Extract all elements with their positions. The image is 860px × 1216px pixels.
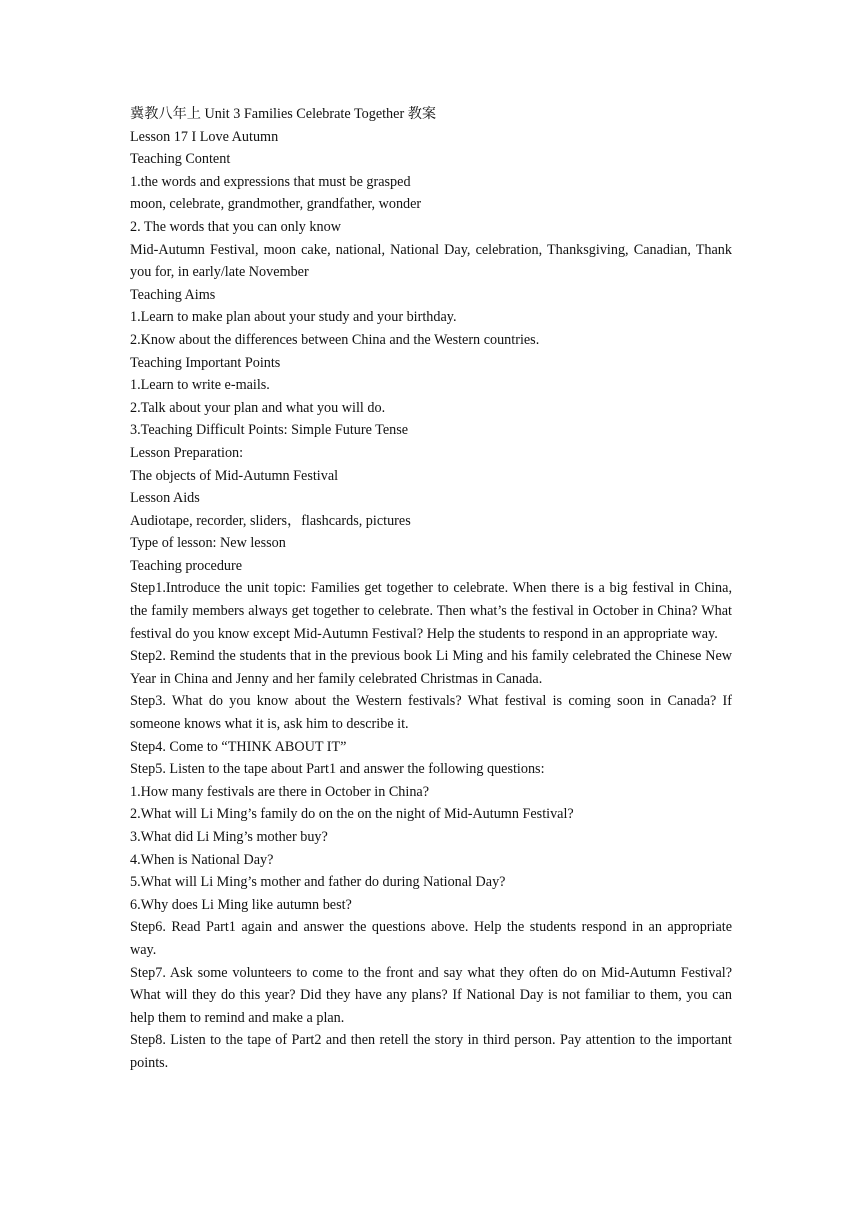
content-words-1: moon, celebrate, grandmother, grandfather, wonder <box>130 196 422 213</box>
points-item-1: 1.Learn to write e-mails. <box>130 377 270 394</box>
lesson-aids-heading: Lesson Aids <box>130 490 200 507</box>
step-4: Step4. Come to “THINK ABOUT IT” <box>130 738 347 755</box>
question-3: 3.What did Li Ming’s mother buy? <box>130 829 328 845</box>
lesson-preparation-heading: Lesson Preparation: <box>130 444 244 461</box>
aims-item-1: 1.Learn to make plan about your study and your birthday. <box>130 309 457 326</box>
question-4: 4.When is National Day? <box>130 851 274 868</box>
step-6: Step6. Read Part1 again and answer the questions above. Help the students respond in an appropriate way. <box>130 919 732 958</box>
points-item-2: 2.Talk about your plan and what you will do. <box>130 399 386 416</box>
lesson-plan-document <box>130 103 732 1075</box>
lesson-aids-text: Audiotape, recorder, sliders，flashcards, pictures <box>130 512 411 529</box>
step-2: Step2. Remind the students that in the previous book Li Ming and his family celebrated the Chinese New Year in China and Jenny and her family celebrated Christmas in Canada. <box>130 648 732 687</box>
question-1: 1.How many festivals are there in October in China? <box>130 783 430 800</box>
teaching-procedure-heading: Teaching procedure <box>130 557 243 574</box>
step-7: Step7. Ask some volunteers to come to the front and say what they often do on Mid-Autumn Festival? What will they do this year? Did they have any plans? If National Day is not familiar to them, you can help them to remind and make a plan. <box>130 964 732 1026</box>
content-item-1: 1.the words and expressions that must be grasped <box>130 173 411 190</box>
points-item-3: 3.Teaching Difficult Points: Simple Future Tense <box>130 422 409 439</box>
important-points-heading: Teaching Important Points <box>130 354 281 371</box>
teaching-content-heading: Teaching Content <box>130 151 231 168</box>
step-1: Step1.Introduce the unit topic: Families get together to celebrate. When there is a big festival in China, the family members always get together to celebrate. Then what’s the festival in October in China? What festival do you know except Mid-Autumn Festival? Help the students to respond in an appropriate way. <box>130 580 732 642</box>
content-words-2: Mid-Autumn Festival, moon cake, national, National Day, celebration, Thanksgiving, Canadian, Thank you for, in early/late November <box>130 241 732 281</box>
step-3: Step3. What do you know about the Western festivals? What festival is coming soon in Canada? If someone knows what it is, ask him to describe it. <box>130 693 732 733</box>
lesson-title: Lesson 17 I Love Autumn <box>130 128 279 145</box>
question-2: 2.What will Li Ming’s family do on the on the night of Mid-Autumn Festival? <box>130 806 574 823</box>
question-5: 5.What will Li Ming’s mother and father do during National Day? <box>130 874 506 891</box>
lesson-type-text: Type of lesson: New lesson <box>130 535 286 552</box>
teaching-aims-heading: Teaching Aims <box>130 286 216 303</box>
content-item-2: 2. The words that you can only know <box>130 218 341 235</box>
lesson-preparation-text: The objects of Mid-Autumn Festival <box>130 467 339 484</box>
document-title: 冀教八年上 Unit 3 Families Celebrate Together 教案 <box>130 106 437 122</box>
aims-item-2: 2.Know about the differences between China and the Western countries. <box>130 331 540 348</box>
step-5: Step5. Listen to the tape about Part1 and answer the following questions: <box>130 761 545 778</box>
question-6: 6.Why does Li Ming like autumn best? <box>130 896 352 913</box>
step-8: Step8. Listen to the tape of Part2 and then retell the story in third person. Pay attention to the important points. <box>130 1032 732 1071</box>
